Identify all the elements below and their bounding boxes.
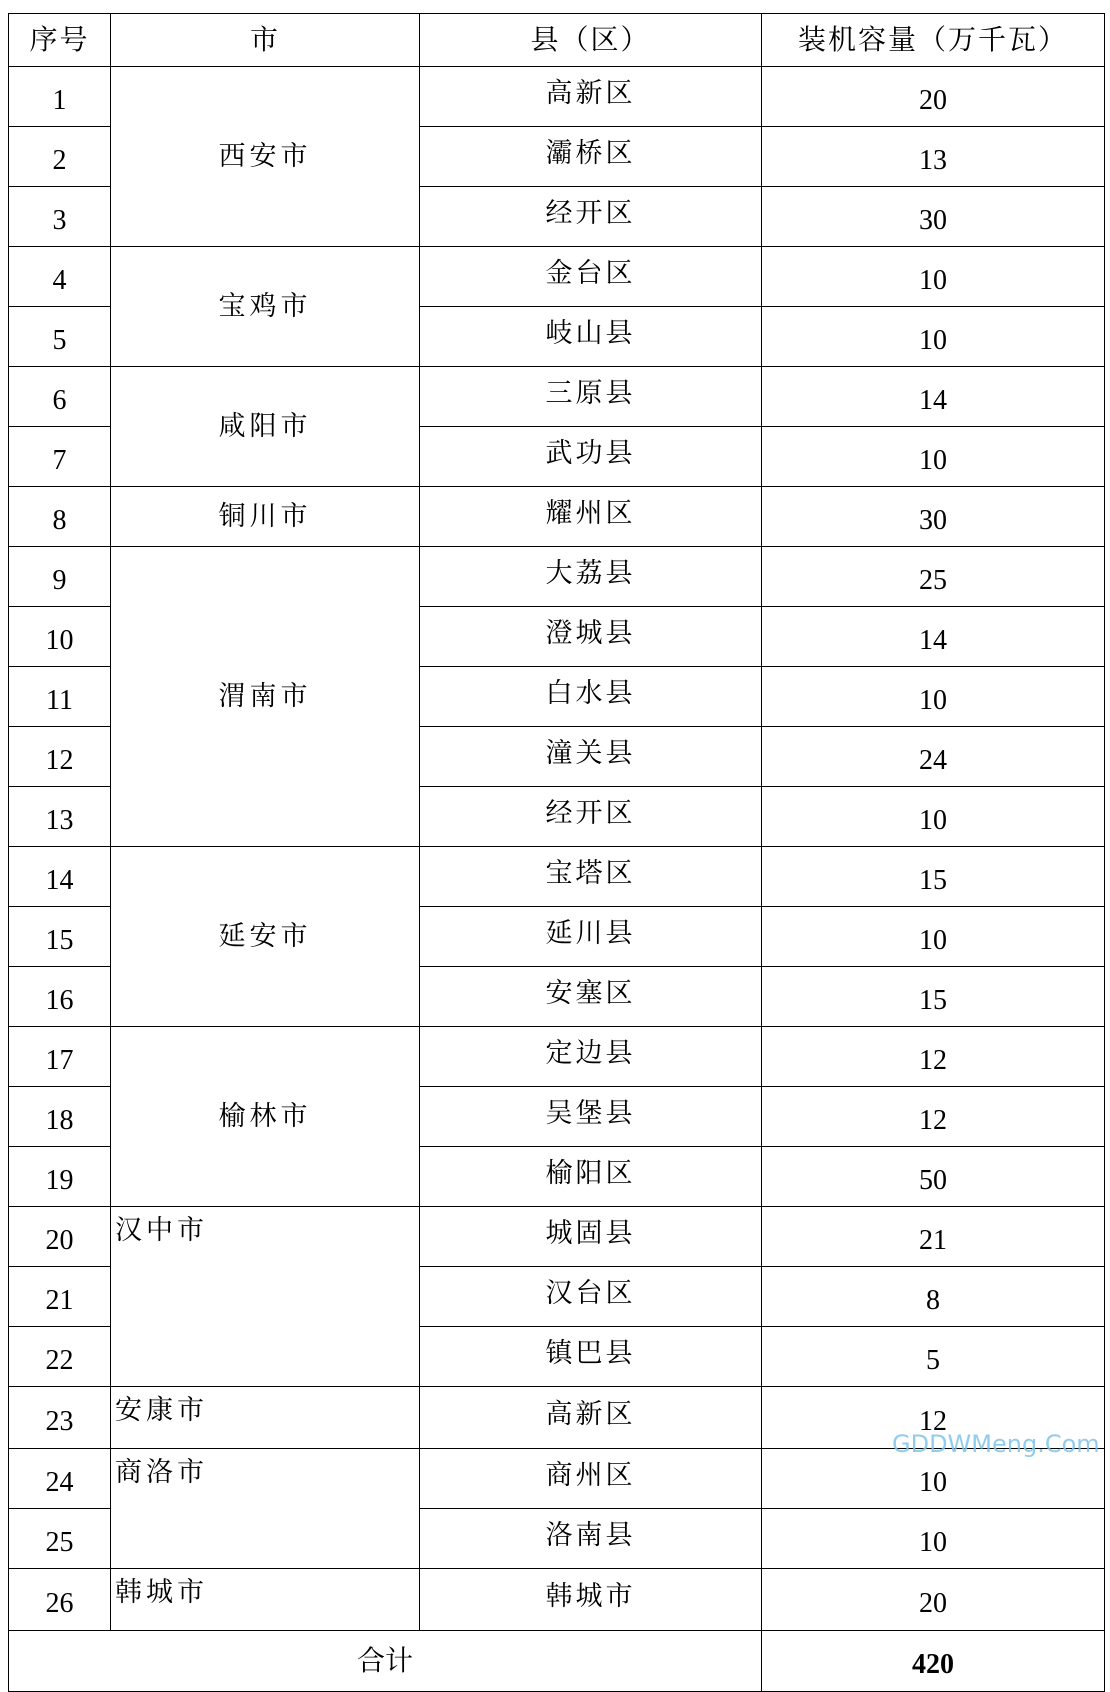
county-cell: 经开区 [420,187,762,247]
city-cell: 咸阳市 [111,367,420,487]
city-cell: 西安市 [111,67,420,247]
seq-cell: 9 [9,547,111,607]
city-cell: 商洛市 [111,1449,420,1569]
county-cell: 灞桥区 [420,127,762,187]
county-cell: 潼关县 [420,727,762,787]
capacity-cell: 10 [762,247,1105,307]
city-cell: 延安市 [111,847,420,1027]
seq-cell: 13 [9,787,111,847]
county-cell: 韩城市 [420,1569,762,1631]
capacity-cell: 14 [762,607,1105,667]
county-cell: 榆阳区 [420,1147,762,1207]
seq-cell: 21 [9,1267,111,1327]
capacity-cell: 15 [762,847,1105,907]
table-row [9,487,1105,547]
capacity-cell: 25 [762,547,1105,607]
county-cell: 耀州区 [420,487,762,547]
county-cell: 汉台区 [420,1267,762,1327]
total-label: 合计 [9,1631,762,1692]
seq-cell: 16 [9,967,111,1027]
table-row [9,1207,1105,1267]
seq-cell: 22 [9,1327,111,1387]
capacity-cell: 10 [762,667,1105,727]
seq-cell: 11 [9,667,111,727]
city-cell: 韩城市 [111,1569,420,1631]
capacity-cell: 10 [762,787,1105,847]
capacity-cell: 20 [762,67,1105,127]
capacity-cell: 10 [762,427,1105,487]
capacity-cell: 24 [762,727,1105,787]
county-cell: 大荔县 [420,547,762,607]
city-cell: 安康市 [111,1387,420,1449]
seq-cell: 17 [9,1027,111,1087]
capacity-cell: 10 [762,1509,1105,1569]
capacity-cell: 12 [762,1087,1105,1147]
city-cell: 铜川市 [111,487,420,547]
header-seq: 序号 [9,14,111,67]
county-cell: 宝塔区 [420,847,762,907]
header-city: 市 [111,14,420,67]
header-row [9,14,1105,67]
capacity-cell: 10 [762,307,1105,367]
seq-cell: 6 [9,367,111,427]
capacity-cell: 21 [762,1207,1105,1267]
seq-cell: 19 [9,1147,111,1207]
county-cell: 经开区 [420,787,762,847]
table-row [9,1449,1105,1509]
seq-cell: 7 [9,427,111,487]
county-cell: 安塞区 [420,967,762,1027]
total-value: 420 [762,1631,1105,1692]
watermark: GDDWMeng.Com [892,1430,1100,1458]
table-row [9,67,1105,127]
seq-cell: 26 [9,1569,111,1631]
seq-cell: 4 [9,247,111,307]
county-cell: 武功县 [420,427,762,487]
county-cell: 洛南县 [420,1509,762,1569]
county-cell: 吴堡县 [420,1087,762,1147]
capacity-cell: 50 [762,1147,1105,1207]
capacity-cell: 10 [762,907,1105,967]
capacity-cell: 10 [762,1449,1105,1509]
table-body [9,14,1105,1692]
capacity-cell: 20 [762,1569,1105,1631]
county-cell: 岐山县 [420,307,762,367]
county-cell: 商州区 [420,1449,762,1509]
seq-cell: 10 [9,607,111,667]
capacity-table [8,13,1105,1692]
table-row [9,847,1105,907]
capacity-cell: 5 [762,1327,1105,1387]
seq-cell: 23 [9,1387,111,1449]
county-cell: 澄城县 [420,607,762,667]
city-cell: 榆林市 [111,1027,420,1207]
seq-cell: 2 [9,127,111,187]
seq-cell: 14 [9,847,111,907]
county-cell: 白水县 [420,667,762,727]
seq-cell: 18 [9,1087,111,1147]
city-cell: 宝鸡市 [111,247,420,367]
seq-cell: 20 [9,1207,111,1267]
seq-cell: 8 [9,487,111,547]
table-row [9,367,1105,427]
capacity-cell: 13 [762,127,1105,187]
table-row [9,547,1105,607]
capacity-cell: 12 [762,1027,1105,1087]
capacity-cell: 15 [762,967,1105,1027]
table-row [9,1387,1105,1449]
seq-cell: 15 [9,907,111,967]
county-cell: 三原县 [420,367,762,427]
seq-cell: 3 [9,187,111,247]
capacity-cell: 8 [762,1267,1105,1327]
seq-cell: 1 [9,67,111,127]
county-cell: 高新区 [420,67,762,127]
county-cell: 延川县 [420,907,762,967]
capacity-cell: 12 [762,1387,1105,1449]
total-row [9,1631,1105,1692]
seq-cell: 25 [9,1509,111,1569]
header-capacity: 装机容量（万千瓦） [762,14,1105,67]
table-row [9,1027,1105,1087]
table-row [9,1569,1105,1631]
capacity-cell: 30 [762,487,1105,547]
seq-cell: 24 [9,1449,111,1509]
capacity-cell: 30 [762,187,1105,247]
city-cell: 渭南市 [111,547,420,847]
seq-cell: 5 [9,307,111,367]
county-cell: 城固县 [420,1207,762,1267]
header-county: 县（区） [420,14,762,67]
capacity-cell: 14 [762,367,1105,427]
table-row [9,247,1105,307]
seq-cell: 12 [9,727,111,787]
county-cell: 定边县 [420,1027,762,1087]
county-cell: 镇巴县 [420,1327,762,1387]
county-cell: 高新区 [420,1387,762,1449]
county-cell: 金台区 [420,247,762,307]
city-cell: 汉中市 [111,1207,420,1387]
